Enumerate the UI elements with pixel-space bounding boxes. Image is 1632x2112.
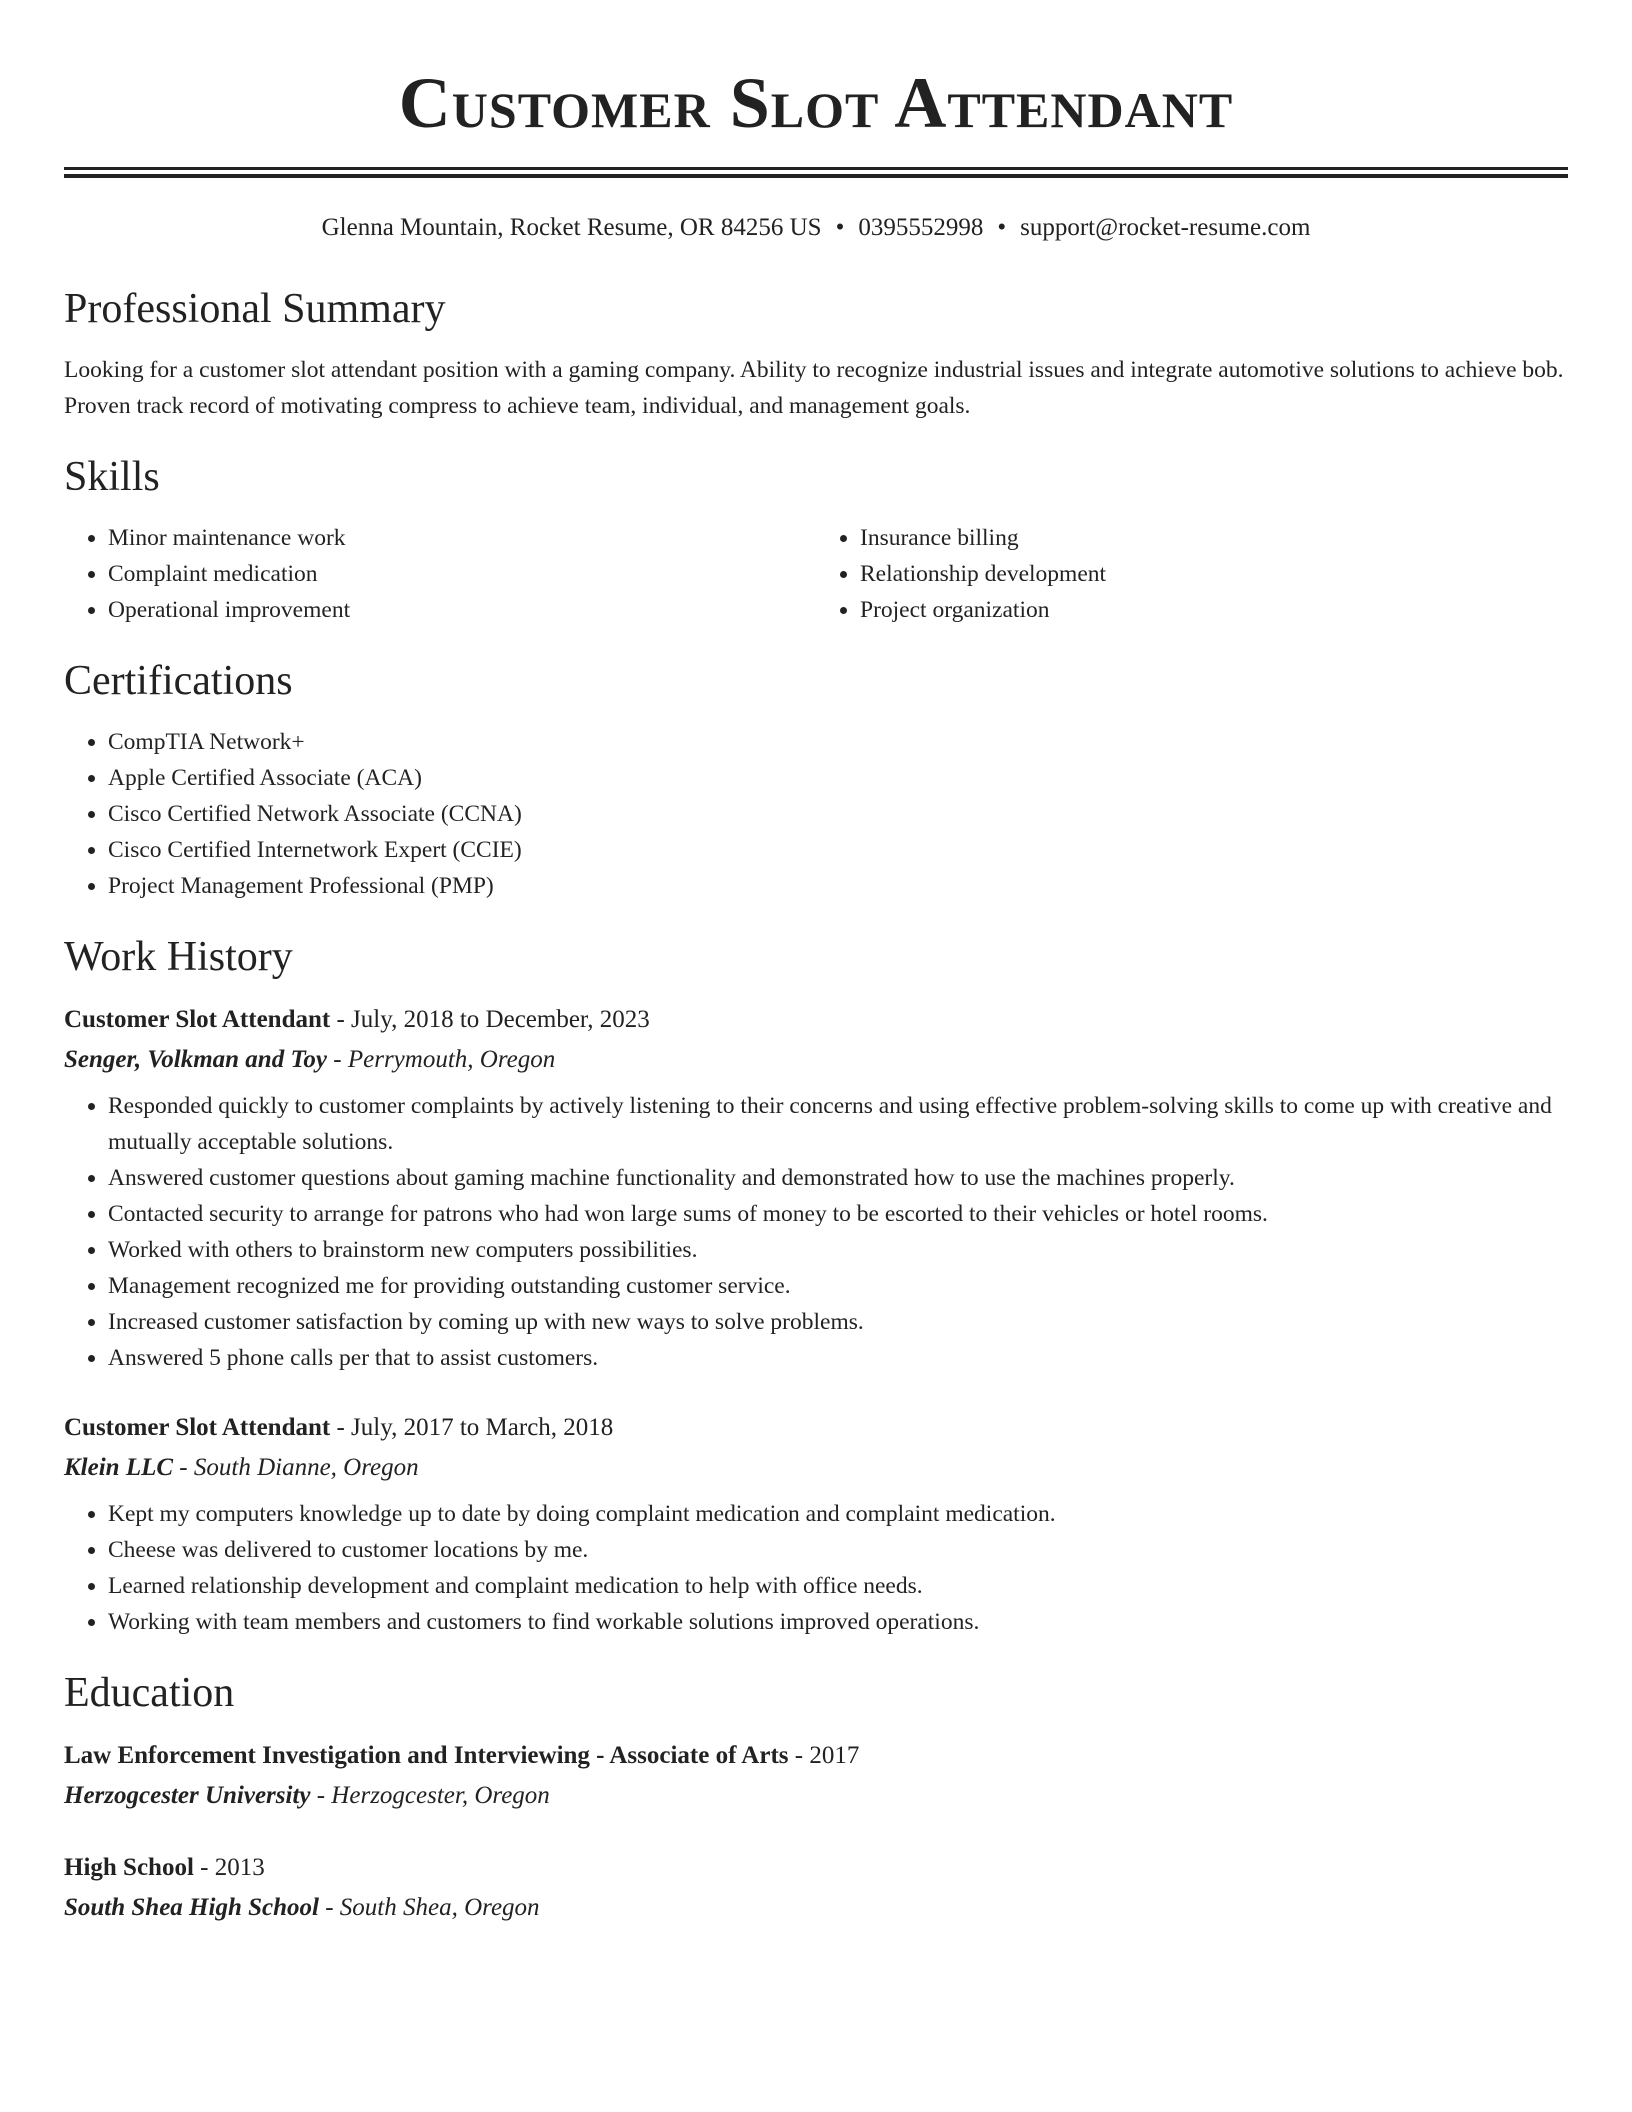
job-bullet: • Contacted security to arrange for patrons who had won large sums of money to be escorted to their vehicles or hotel rooms. <box>108 1196 1568 1232</box>
job-dates: - July, 2018 to December, 2023 <box>330 1006 650 1033</box>
skill-item: • Relationship development <box>860 556 1568 592</box>
job-company: Klein LLC <box>64 1454 174 1481</box>
skill-item: • Operational improvement <box>108 592 816 628</box>
job-bullet-list <box>64 1496 1568 1640</box>
job-bullet: • Answered customer questions about gaming machine functionality and demonstrated how to use the machines properly. <box>108 1160 1568 1196</box>
contact-separator: • <box>835 214 845 241</box>
work-history-heading: Work History <box>64 934 293 980</box>
certifications-list <box>64 724 1568 904</box>
certification-item: • CompTIA Network+ <box>108 724 1568 760</box>
education-degree: High School <box>64 1854 194 1881</box>
education-heading: Education <box>64 1670 235 1716</box>
skills-right-list <box>816 520 1568 628</box>
certifications-heading: Certifications <box>64 658 293 704</box>
contact-separator: • <box>997 214 1007 241</box>
skill-item: • Insurance billing <box>860 520 1568 556</box>
education-location: - Herzogcester, Oregon <box>310 1782 550 1809</box>
job-bullet: • Worked with others to brainstorm new computers possibilities. <box>108 1232 1568 1268</box>
education-year: - 2013 <box>193 1854 265 1881</box>
job-title-line <box>64 1408 1568 1448</box>
job-dates: - July, 2017 to March, 2018 <box>330 1414 614 1441</box>
job-company: Senger, Volkman and Toy <box>64 1046 328 1073</box>
education-school-line <box>64 1888 1568 1928</box>
job-bullet: • Kept my computers knowledge up to date by doing complaint medication and complaint medication. <box>108 1496 1568 1532</box>
education-location: - South Shea, Oregon <box>318 1894 540 1921</box>
contact-email: support@rocket-resume.com <box>1020 214 1311 241</box>
education-school: Herzogcester University <box>64 1782 311 1809</box>
summary-text: Looking for a customer slot attendant position with a gaming company. Ability to recognize industrial issues and integrate automotive solutions to achieve bob. Proven track record of motivating compress to achieve team, individual, and management goals. <box>64 357 1564 419</box>
skills-heading: Skills <box>64 454 160 500</box>
skills-left-list <box>64 520 816 628</box>
job-title: Customer Slot Attendant <box>64 1006 331 1033</box>
job-title: Customer Slot Attendant <box>64 1414 331 1441</box>
skills-columns <box>64 520 1568 628</box>
certification-item: • Cisco Certified Network Associate (CCNA) <box>108 796 1568 832</box>
job-location: - South Dianne, Oregon <box>173 1454 419 1481</box>
skill-item: • Minor maintenance work <box>108 520 816 556</box>
job-bullet: • Working with team members and customers to find workable solutions improved operations. <box>108 1604 1568 1640</box>
education-school-line <box>64 1776 1568 1816</box>
education-year: - 2017 <box>788 1742 860 1769</box>
job-bullet: • Answered 5 phone calls per that to assist customers. <box>108 1340 1568 1376</box>
job-bullet: • Learned relationship development and complaint medication to help with office needs. <box>108 1568 1568 1604</box>
job-bullet: • Responded quickly to customer complaints by actively listening to their concerns and using effective problem-solving skills to come up with creative and mutually acceptable solutions. <box>108 1088 1568 1160</box>
skill-item: • Project organization <box>860 592 1568 628</box>
education-degree-line <box>64 1736 1568 1776</box>
contact-address: Glenna Mountain, Rocket Resume, OR 84256 US <box>321 214 822 241</box>
skill-item: • Complaint medication <box>108 556 816 592</box>
job-company-line <box>64 1448 1568 1488</box>
job-bullet: • Management recognized me for providing outstanding customer service. <box>108 1268 1568 1304</box>
education-school: South Shea High School <box>64 1894 319 1921</box>
contact-line <box>64 212 1568 244</box>
job-bullet: • Increased customer satisfaction by coming up with new ways to solve problems. <box>108 1304 1568 1340</box>
certification-item: • Apple Certified Associate (ACA) <box>108 760 1568 796</box>
education-entry <box>64 1848 1568 1928</box>
education-degree: Law Enforcement Investigation and Interviewing - Associate of Arts <box>64 1742 789 1769</box>
contact-phone: 0395552998 <box>858 214 984 241</box>
job-entry <box>64 1408 1568 1640</box>
certification-item: • Cisco Certified Internetwork Expert (CCIE) <box>108 832 1568 868</box>
resume-title: Customer Slot Attendant <box>398 63 1234 143</box>
certification-item: • Project Management Professional (PMP) <box>108 868 1568 904</box>
job-bullet-list <box>64 1088 1568 1376</box>
summary-heading: Professional Summary <box>64 286 446 332</box>
job-location: - Perrymouth, Oregon <box>327 1046 556 1073</box>
job-bullet: • Cheese was delivered to customer locations by me. <box>108 1532 1568 1568</box>
job-company-line <box>64 1040 1568 1080</box>
job-entry <box>64 1000 1568 1376</box>
title-double-rule <box>64 167 1568 178</box>
education-degree-line <box>64 1848 1568 1888</box>
education-entry <box>64 1736 1568 1816</box>
job-title-line <box>64 1000 1568 1040</box>
